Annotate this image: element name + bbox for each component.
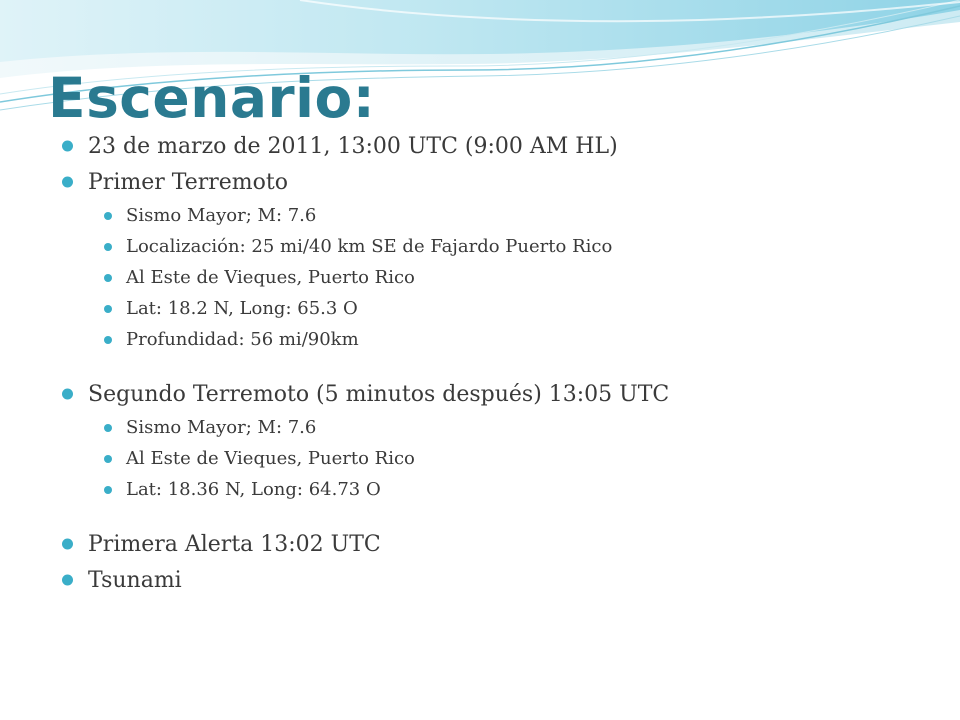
bullet-icon	[104, 486, 112, 494]
sub-item-coordinates	[62, 293, 922, 324]
list-item-text: Sismo Mayor; M: 7.6	[126, 417, 317, 438]
bullet-icon	[104, 424, 112, 432]
bullet-icon	[104, 336, 112, 344]
list-item-text: Primer Terremoto	[88, 169, 288, 195]
list-item-text: Sismo Mayor; M: 7.6	[126, 205, 317, 226]
bullet-icon	[62, 539, 73, 550]
slide-title: Escenario:	[48, 66, 376, 130]
sub-item-depth	[62, 324, 922, 355]
bullet-icon	[104, 274, 112, 282]
list-item-text: Lat: 18.36 N, Long: 64.73 O	[126, 479, 381, 500]
list-item-text: Profundidad: 56 mi/90km	[126, 329, 359, 350]
bullet-icon	[62, 177, 73, 188]
list-item-date	[62, 128, 922, 164]
bullet-icon	[104, 212, 112, 220]
sub-item-coordinates	[62, 474, 922, 505]
list-item-text: Tsunami	[88, 567, 182, 593]
sub-item-magnitude	[62, 412, 922, 443]
list-item-text: 23 de marzo de 2011, 13:00 UTC (9:00 AM HL)	[88, 133, 618, 159]
sub-item-region	[62, 443, 922, 474]
list-item-text: Segundo Terremoto (5 minutos después) 13:05 UTC	[88, 381, 670, 407]
list-item-tsunami	[62, 562, 922, 598]
list-item-text: Al Este de Vieques, Puerto Rico	[126, 448, 415, 469]
list-item-text: Primera Alerta 13:02 UTC	[88, 531, 381, 557]
sub-item-region	[62, 262, 922, 293]
list-item-first-quake	[62, 164, 922, 200]
list-item-second-quake	[62, 376, 922, 412]
sub-item-location	[62, 231, 922, 262]
bullet-icon	[104, 305, 112, 313]
bullet-icon	[62, 141, 73, 152]
sub-item-magnitude	[62, 200, 922, 231]
list-item-first-alert	[62, 526, 922, 562]
bullet-icon	[104, 455, 112, 463]
list-item-text: Localización: 25 mi/40 km SE de Fajardo Puerto Rico	[126, 236, 613, 257]
bullet-icon	[62, 575, 73, 586]
bullet-list	[62, 128, 922, 598]
bullet-icon	[62, 389, 73, 400]
bullet-icon	[104, 243, 112, 251]
list-item-text: Lat: 18.2 N, Long: 65.3 O	[126, 298, 358, 319]
list-item-text: Al Este de Vieques, Puerto Rico	[126, 267, 415, 288]
